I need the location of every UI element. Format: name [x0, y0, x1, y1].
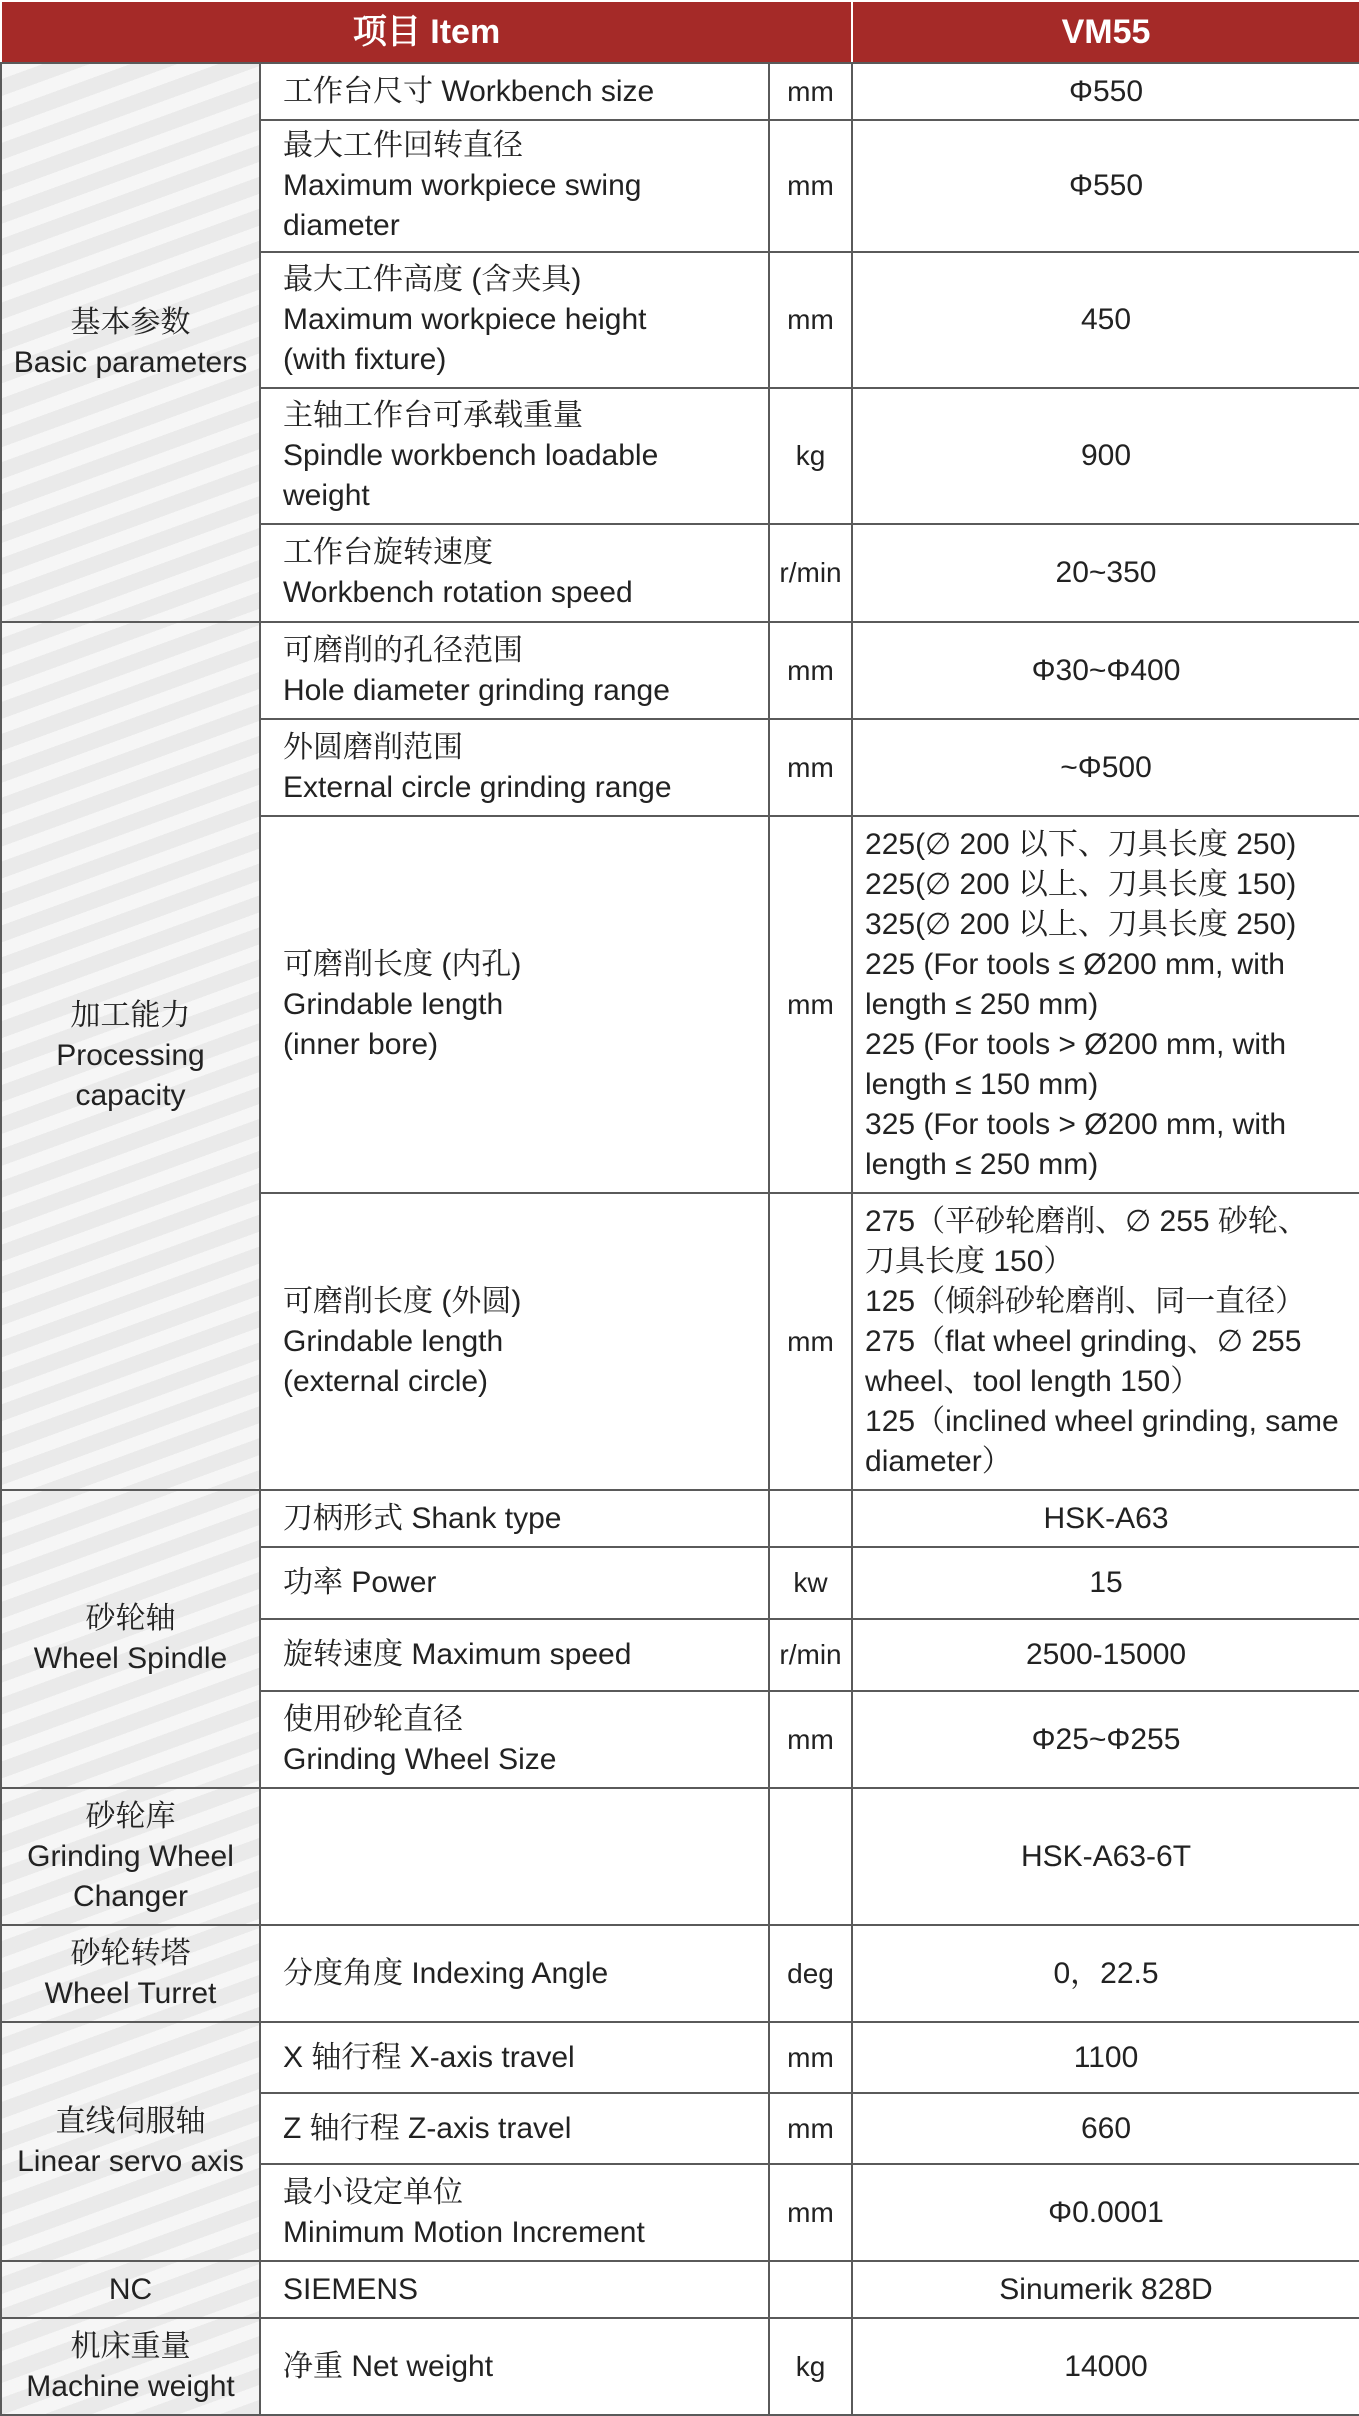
category-processing	[1, 622, 260, 1490]
item-cell	[260, 63, 769, 120]
value-line: Φ550	[1069, 169, 1144, 202]
item-line: Hole diameter grinding range	[283, 673, 670, 707]
value-line: 275（平砂轮磨削、∅ 255 砂轮、	[865, 1204, 1308, 1238]
category-label-cn: 加工能力	[70, 999, 191, 1032]
item-line: 刀柄形式 Shank type	[283, 1501, 562, 1535]
item-cell	[260, 1788, 769, 1925]
item-line: Workbench rotation speed	[283, 576, 633, 609]
value-line: Φ550	[1069, 74, 1144, 108]
item-line: Minimum Motion Increment	[283, 2215, 645, 2249]
category-label-en: Linear servo axis	[17, 2144, 244, 2178]
item-cell	[260, 2164, 769, 2261]
spec-row	[1, 2318, 1359, 2415]
unit-cell: mm	[769, 719, 852, 816]
category-label-en: Grinding Wheel	[27, 1839, 234, 1873]
unit-cell: kw	[769, 1547, 852, 1619]
value-line: 660	[1080, 2111, 1132, 2145]
value-line: 325 (For tools > Ø200 mm, with	[865, 1107, 1287, 1141]
value-line: 225(∅ 200 以上、刀具长度 150)	[865, 867, 1297, 901]
value-cell	[852, 2093, 1359, 2164]
category-weight	[1, 2318, 260, 2415]
unit-cell: mm	[769, 252, 852, 388]
value-line: 20~350	[1055, 556, 1157, 589]
value-cell	[852, 719, 1359, 816]
item-line: 最大工件高度 (含夹具)	[283, 263, 582, 296]
spec-row	[1, 2261, 1359, 2318]
item-cell	[260, 252, 769, 388]
item-cell	[260, 719, 769, 816]
value-cell	[852, 622, 1359, 719]
value-line: Φ25~Φ255	[1031, 1722, 1181, 1756]
item-line: diameter	[283, 209, 400, 242]
value-line: 325(∅ 200 以上、刀具长度 250)	[865, 907, 1297, 941]
value-line: 450	[1080, 303, 1132, 336]
unit-cell: kg	[769, 2318, 852, 2415]
value-line: 刀具长度 150）	[865, 1244, 1074, 1278]
unit-cell	[769, 1788, 852, 1925]
value-line: 225(∅ 200 以下、刀具长度 250)	[865, 827, 1297, 861]
item-cell	[260, 1193, 769, 1490]
item-cell	[260, 1691, 769, 1788]
value-line: ~Φ500	[1060, 750, 1152, 784]
category-label-en: Wheel Turret	[44, 1976, 217, 2010]
value-cell	[852, 2164, 1359, 2261]
item-line: 使用砂轮直径	[283, 1702, 463, 1736]
value-cell	[852, 1691, 1359, 1788]
spec-row	[1, 1925, 1359, 2022]
value-line: HSK-A63-6T	[1020, 1839, 1192, 1873]
unit-cell	[769, 2261, 852, 2318]
category-label-en: Basic parameters	[13, 345, 248, 379]
item-cell	[260, 1490, 769, 1547]
item-line: 净重 Net weight	[283, 2349, 494, 2383]
item-cell	[260, 2022, 769, 2093]
item-line: 工作台旋转速度	[283, 536, 493, 569]
category-changer	[1, 1788, 260, 1925]
unit-cell: mm	[769, 63, 852, 120]
unit-cell: mm	[769, 1691, 852, 1788]
header-row	[1, 1, 1359, 63]
value-line: 14000	[1064, 2349, 1148, 2383]
item-line: Grindable length	[283, 987, 504, 1021]
value-cell	[852, 2261, 1359, 2318]
category-linear	[1, 2022, 260, 2261]
unit-cell: mm	[769, 2093, 852, 2164]
value-line: 2500-15000	[1025, 1638, 1187, 1671]
value-cell	[852, 2022, 1359, 2093]
spec-row	[1, 1490, 1359, 1547]
item-cell	[260, 524, 769, 622]
unit-cell: kg	[769, 388, 852, 524]
value-line: HSK-A63	[1043, 1501, 1169, 1535]
spec-row	[1, 1788, 1359, 1925]
value-line: length ≤ 250 mm)	[865, 1147, 1099, 1181]
category-label-cn: 砂轮轴	[85, 1602, 176, 1635]
item-line: 最小设定单位	[283, 2175, 463, 2209]
item-cell	[260, 1547, 769, 1619]
item-cell	[260, 622, 769, 719]
category-label-cn: 基本参数	[70, 305, 191, 339]
category-label-en: Wheel Spindle	[33, 1642, 228, 1675]
item-line: 工作台尺寸 Workbench size	[283, 74, 655, 108]
item-line: External circle grinding range	[283, 770, 672, 804]
value-cell	[852, 1619, 1359, 1691]
value-line: Φ0.0001	[1048, 2195, 1164, 2229]
spec-row	[1, 63, 1359, 120]
item-line: Grinding Wheel Size	[283, 1742, 557, 1776]
value-line: 225 (For tools ≤ Ø200 mm, with	[865, 947, 1285, 981]
value-cell	[852, 1788, 1359, 1925]
item-cell	[260, 1925, 769, 2022]
unit-cell: mm	[769, 2164, 852, 2261]
item-line: 旋转速度 Maximum speed	[283, 1638, 632, 1671]
category-spindle	[1, 1490, 260, 1788]
item-line: 可磨削长度 (内孔)	[283, 947, 522, 981]
category-label-en: NC	[108, 2272, 153, 2306]
item-cell	[260, 816, 769, 1193]
item-cell	[260, 2261, 769, 2318]
unit-cell: r/min	[769, 524, 852, 622]
unit-cell: mm	[769, 120, 852, 252]
item-cell	[260, 2093, 769, 2164]
item-line: 可磨削长度 (外圆)	[283, 1284, 522, 1318]
unit-cell: mm	[769, 2022, 852, 2093]
item-line: Z 轴行程 Z-axis travel	[283, 2111, 572, 2145]
value-line: 125（inclined wheel grinding, same	[865, 1404, 1339, 1438]
item-line: (inner bore)	[283, 1027, 439, 1061]
item-line: 可磨削的孔径范围	[283, 633, 523, 667]
item-line: 最大工件回转直径	[283, 129, 523, 162]
header-item: 项目 Item	[1, 1, 852, 63]
value-line: Sinumerik 828D	[999, 2272, 1213, 2306]
value-cell	[852, 816, 1359, 1193]
item-line: weight	[283, 479, 370, 512]
item-line: 分度角度 Indexing Angle	[283, 1956, 609, 1990]
category-label-en: Changer	[72, 1879, 189, 1913]
unit-cell	[769, 1490, 852, 1547]
value-cell	[852, 388, 1359, 524]
item-line: Maximum workpiece height	[283, 303, 647, 336]
item-cell	[260, 1619, 769, 1691]
unit-cell: mm	[769, 816, 852, 1193]
value-line: 1100	[1073, 2040, 1139, 2074]
category-label-en: Processing	[56, 1039, 205, 1072]
item-line: (external circle)	[283, 1364, 489, 1398]
value-cell	[852, 1925, 1359, 2022]
value-cell	[852, 1490, 1359, 1547]
item-line: 主轴工作台可承载重量	[283, 399, 583, 432]
value-line: length ≤ 150 mm)	[865, 1067, 1099, 1101]
header-model: VM55	[852, 1, 1359, 63]
value-cell	[852, 1193, 1359, 1490]
category-nc	[1, 2261, 260, 2318]
value-cell	[852, 120, 1359, 252]
unit-cell: mm	[769, 622, 852, 719]
value-cell	[852, 252, 1359, 388]
value-line: wheel、tool length 150）	[865, 1364, 1201, 1398]
item-line: 功率 Power	[283, 1566, 437, 1599]
category-label-cn: 直线伺服轴	[55, 2104, 206, 2138]
unit-cell: mm	[769, 1193, 852, 1490]
category-label-cn: 机床重量	[70, 2329, 191, 2363]
unit-cell: deg	[769, 1925, 852, 2022]
value-cell	[852, 63, 1359, 120]
category-label-en: Machine weight	[26, 2369, 235, 2403]
item-cell	[260, 2318, 769, 2415]
value-line: length ≤ 250 mm)	[865, 987, 1099, 1021]
value-line: 275（flat wheel grinding、∅ 255	[865, 1324, 1302, 1358]
item-cell	[260, 388, 769, 524]
value-line: diameter）	[865, 1444, 1012, 1478]
value-cell	[852, 1547, 1359, 1619]
item-line: X 轴行程 X-axis travel	[283, 2040, 575, 2074]
item-line: (with fixture)	[283, 343, 447, 376]
item-cell	[260, 120, 769, 252]
item-line: 外圆磨削范围	[283, 730, 463, 764]
item-line: SIEMENS	[283, 2272, 419, 2306]
category-basic	[1, 63, 260, 622]
spec-row	[1, 2022, 1359, 2093]
value-line: Φ30~Φ400	[1031, 653, 1181, 687]
category-label-cn: 砂轮库	[85, 1799, 176, 1833]
category-label-cn: 砂轮转塔	[70, 1936, 191, 1970]
category-turret	[1, 1925, 260, 2022]
item-line: Grindable length	[283, 1324, 504, 1358]
value-line: 15	[1089, 1566, 1123, 1599]
item-line: Maximum workpiece swing	[283, 169, 642, 202]
value-line: 900	[1080, 439, 1132, 472]
item-line: Spindle workbench loadable	[283, 439, 659, 472]
category-label-en: capacity	[75, 1079, 186, 1112]
spec-row	[1, 622, 1359, 719]
value-cell	[852, 2318, 1359, 2415]
value-cell	[852, 524, 1359, 622]
value-line: 0，22.5	[1053, 1956, 1159, 1990]
value-line: 225 (For tools > Ø200 mm, with	[865, 1027, 1287, 1061]
value-line: 125（倾斜砂轮磨削、同一直径）	[865, 1284, 1306, 1318]
unit-cell: r/min	[769, 1619, 852, 1691]
